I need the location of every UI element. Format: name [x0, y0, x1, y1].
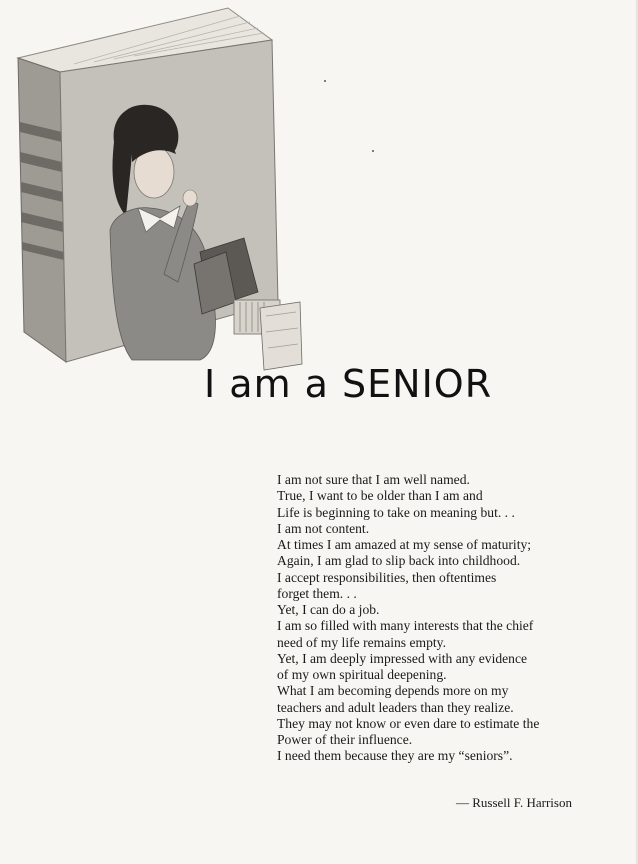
poem-line: True, I want to be older than I am and [277, 488, 483, 504]
poem [277, 472, 627, 765]
poem-line: Again, I am glad to slip back into childhood. [277, 553, 521, 569]
paper-speck [324, 80, 326, 82]
page-title: I am a SENIOR [204, 362, 493, 406]
poem-line: I am so filled with many interests that the chief [277, 618, 534, 634]
poem-line: of my own spiritual deepening. [277, 667, 447, 682]
poem-attribution: — Russell F. Harrison [456, 795, 572, 810]
poem-line: At times I am amazed at my sense of maturity; [277, 537, 532, 552]
poem-line: Yet, I am deeply impressed with any evidence [277, 650, 528, 666]
poem-line: Life is beginning to take on meaning but. . . [277, 504, 515, 520]
book-spine [18, 58, 66, 362]
poem-line: What I am becoming depends more on my [277, 683, 509, 699]
paper-speck [372, 150, 374, 152]
small-books-stack [234, 300, 302, 370]
girl-hand [183, 190, 197, 206]
poem-line: teachers and adult leaders than they realize. [277, 699, 514, 715]
poem-line: Yet, I can do a job. [277, 602, 380, 617]
poem-line: need of my life remains empty. [277, 634, 446, 650]
poem-line: Power of their influence. [277, 732, 413, 747]
poem-line: I need them because they are my “seniors”. [277, 748, 513, 764]
illustration-girl-with-book [14, 2, 304, 372]
poem-line: I am not sure that I am well named. [277, 472, 470, 487]
poem-line: I am not content. [277, 520, 370, 536]
poem-line: I accept responsibilities, then oftentimes [277, 569, 497, 585]
poem-line: They may not know or even dare to estimate the [277, 715, 540, 731]
poem-line: forget them. . . [277, 585, 357, 601]
